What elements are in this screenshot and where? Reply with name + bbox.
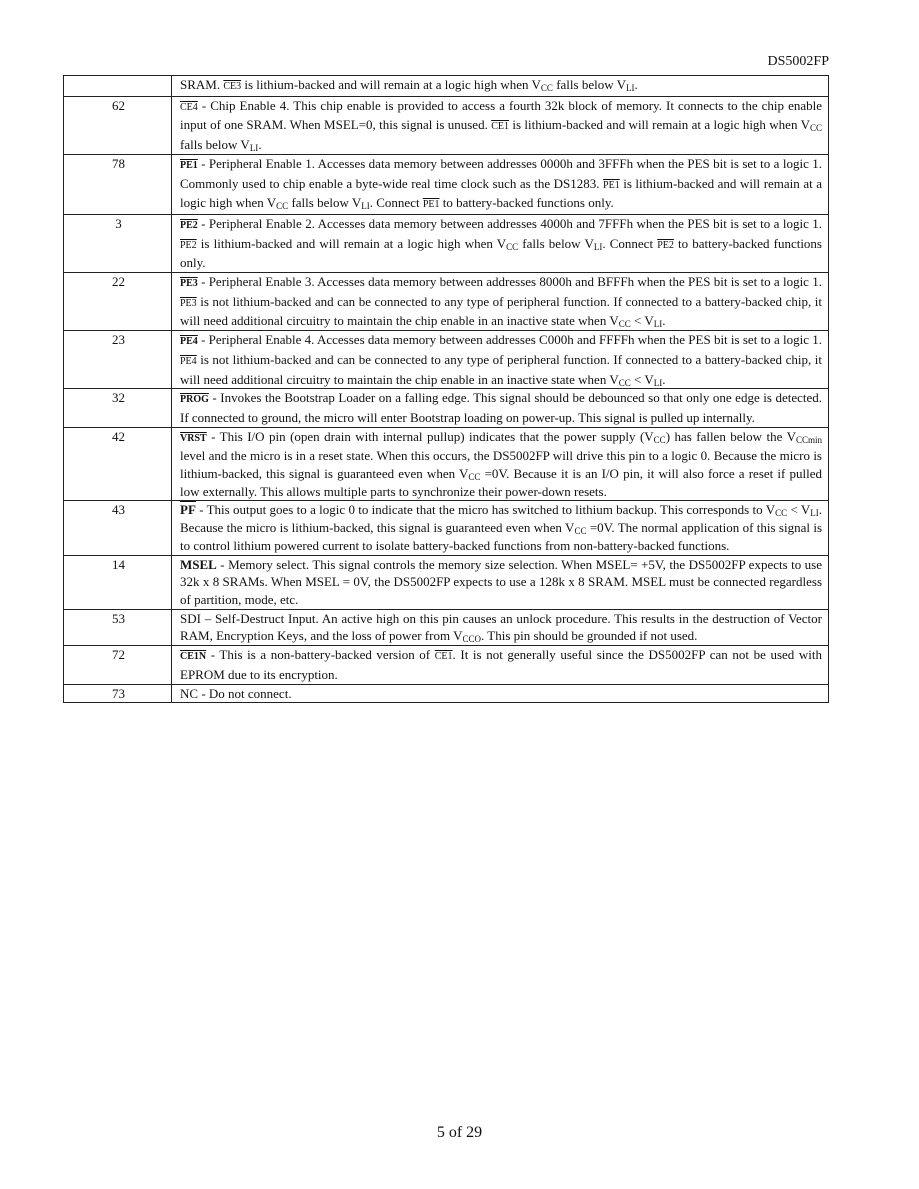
table-row xyxy=(64,501,829,555)
pin-description: PE2 - Peripheral Enable 2. Accesses data memory between addresses 4000h and 7FFFh when the PES bit is set to a logic 1. PE2 is lithium-backed and will remain at a logic high when $V_{CC}$ falls below $V_{LI}$. Connect PE2 to battery-backed functions only. xyxy=(172,214,829,272)
doc-id: DS5002FP xyxy=(767,54,829,69)
pin-description: VRST - This I/O pin (open drain with internal pullup) indicates that the power supply $(V_{CC})$ has fallen below the $V_{CCmin}$ level and the micro is in a reset state. When this occurs, the DS5002FP will drive this pin to a logic 0. Because the micro is lithium-backed, this signal is guaranteed even when $V_{CC} =0V$. Because it is an I/O pin, it will also force a reset if pulled low externally. This allows multiple parts to synchronize their power-down resets. xyxy=(172,427,829,501)
signal-name: VRST xyxy=(180,432,207,444)
pin-description: SDI – Self-Destruct Input. An active high on this pin causes an unlock procedure. This results in the destruction of Vector RAM, Encryption Keys, and the loss of power from $V_{CCO}$. This pin should be grounded if not used. xyxy=(172,609,829,645)
pin-number: 73 xyxy=(64,684,172,703)
pin-number: 62 xyxy=(64,96,172,154)
pin-description: CE4 - Chip Enable 4. This chip enable is provided to access a fourth 32k block of memory. It connects to the chip enable input of one SRAM. When MSEL=0, this signal is unused. CE1 is lithium-backed and will remain at a logic high when $V_{CC}$ falls below $V_{LI}$. xyxy=(172,96,829,154)
pin-number: 72 xyxy=(64,646,172,684)
table-row xyxy=(64,273,829,331)
table-row xyxy=(64,609,829,645)
pin-number: 43 xyxy=(64,501,172,555)
pin-number: 42 xyxy=(64,427,172,501)
signal-name: MSEL xyxy=(180,556,217,572)
pin-description-table xyxy=(63,75,829,703)
pin-number: 14 xyxy=(64,555,172,609)
signal-name: PE2 xyxy=(180,219,198,231)
pin-number: 3 xyxy=(64,214,172,272)
pin-description: NC - Do not connect. xyxy=(172,684,829,703)
pin-description: MSEL - Memory select. This signal controls the memory size selection. When MSEL= +5V, the DS5002FP expects to use 32k x 8 SRAMs. When MSEL = 0V, the DS5002FP expects to use a 128k x 8 SRAM. MSEL must be connected regardless of partition, mode, etc. xyxy=(172,555,829,609)
signal-name: NC xyxy=(180,685,199,701)
table-row xyxy=(64,389,829,427)
table-row xyxy=(64,555,829,609)
table-row xyxy=(64,331,829,389)
table-row xyxy=(64,646,829,684)
signal-name: PE3 xyxy=(180,278,198,290)
pin-description: CE1N - This is a non-battery-backed version of CE1. It is not generally useful since the DS5002FP can not be used with EPROM due to its encryption. xyxy=(172,646,829,684)
pin-number: 78 xyxy=(64,154,172,214)
table-row xyxy=(64,154,829,214)
table-row xyxy=(64,684,829,703)
table-row xyxy=(64,96,829,154)
signal-name: PE1 xyxy=(180,159,198,171)
signal-name: $\overline{PF}$ xyxy=(180,502,196,518)
pin-description: $\overline{PF}$ - This output goes to a logic 0 to indicate that the micro has switched to lithium backup. This corresponds to $V_{CC} < V_{LI}$. Because the micro is lithium-backed, this signal is guaranteed even when $V_{CC} =0V$. The normal application of this signal is to control lithium powered current to isolate battery-backed functions from non-battery-backed functions. xyxy=(172,501,829,555)
signal-name: PROG xyxy=(180,394,209,406)
pin-number: 22 xyxy=(64,273,172,331)
pin-number: 53 xyxy=(64,609,172,645)
pin-description: SRAM. CE3 is lithium-backed and will remain at a logic high when $V_{CC}$ falls below $V_{LI}$. xyxy=(172,76,829,97)
pin-description: PE4 - Peripheral Enable 4. Accesses data memory between addresses C000h and FFFFh when the PES bit is set to a logic 1. PE4 is not lithium-backed and can be connected to any type of peripheral function. If connected to a battery-backed chip, it will need additional circuitry to maintain the chip enable in an inactive state when $V_{CC} < V_{LI}$. xyxy=(172,331,829,389)
table-row xyxy=(64,427,829,501)
signal-name: CE1N xyxy=(180,651,207,663)
pin-description: PE1 - Peripheral Enable 1. Accesses data memory between addresses 0000h and 3FFFh when the PES bit is set to a logic 1. Commonly used to chip enable a byte-wide real time clock such as the DS1283. PE1 is lithium-backed and will remain at a logic high when $V_{CC}$ falls below $V_{LI}$. Connect PE1 to battery-backed functions only. xyxy=(172,154,829,214)
signal-name: CE4 xyxy=(180,101,198,113)
pin-description: PE3 - Peripheral Enable 3. Accesses data memory between addresses 8000h and BFFFh when the PES bit is set to a logic 1. PE3 is not lithium-backed and can be connected to any type of peripheral function. If connected to a battery-backed chip, it will need additional circuitry to maintain the chip enable in an inactive state when $V_{CC} < V_{LI}$. xyxy=(172,273,829,331)
signal-name: SDI xyxy=(180,610,201,626)
pin-number xyxy=(64,76,172,97)
pin-number: 32 xyxy=(64,389,172,427)
pin-description: PROG - Invokes the Bootstrap Loader on a falling edge. This signal should be debounced so that only one edge is detected. If connected to ground, the micro will enter Bootstrap loading on power-up. This signal is pulled up internally. xyxy=(172,389,829,427)
pin-number: 23 xyxy=(64,331,172,389)
page-number: 5 of 29 xyxy=(436,1124,483,1141)
table-row xyxy=(64,76,829,97)
table-row xyxy=(64,214,829,272)
signal-name: PE4 xyxy=(180,336,198,348)
